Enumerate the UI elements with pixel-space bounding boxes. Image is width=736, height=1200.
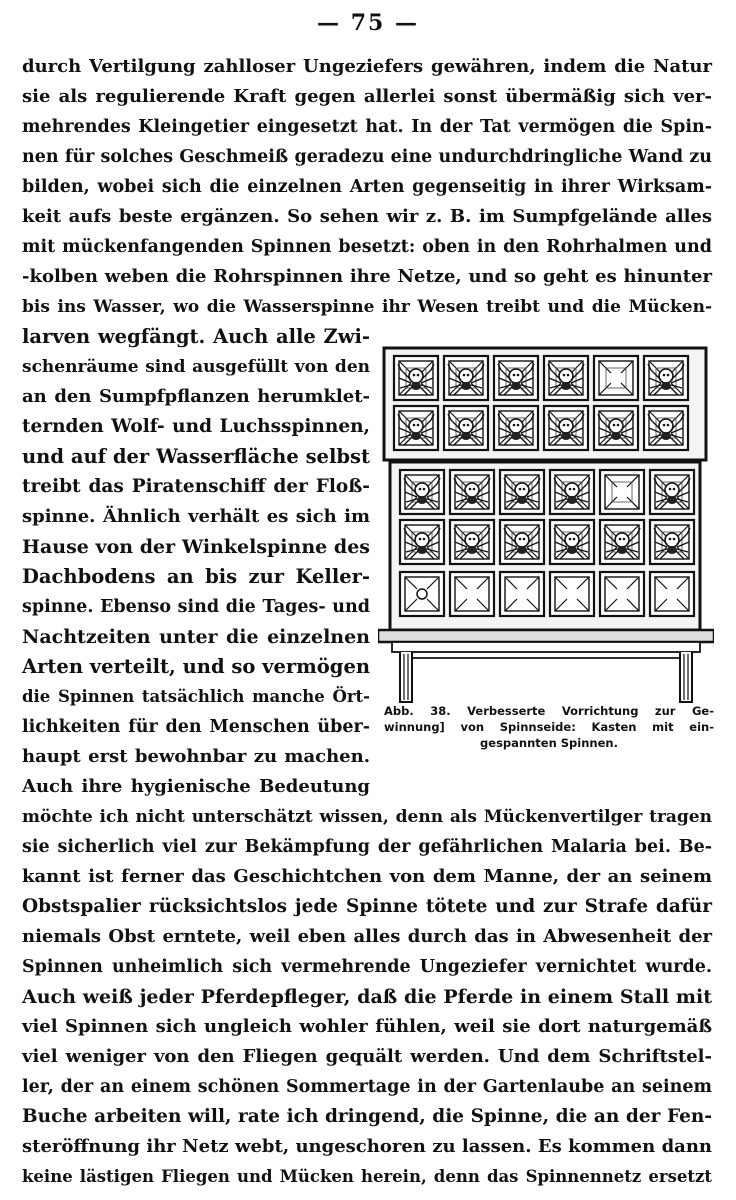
text-line: ler, der an einem schönen Sommertage in der Gartenlaube an seinem	[22, 1077, 712, 1097]
figure-caption	[384, 703, 714, 751]
text-line: an den Sumpfpflanzen herumklet-	[22, 386, 370, 407]
text-line: durch Vertilgung zahlloser Ungeziefers gewähren, indem die Natur	[22, 56, 712, 77]
text-line: spinne. Ebenso sind die Tages- und	[22, 597, 370, 617]
text-line: kannt ist ferner das Geschichtchen von dem Manne, der an seinem	[22, 866, 712, 887]
text-line: steröffnung ihr Netz webt, ungeschoren zu lassen. Es kommen dann	[22, 1136, 712, 1157]
spider-box-illustration	[378, 340, 714, 710]
text-line: sie als regulierende Kraft gegen allerlei sonst übermäßig sich ver-	[22, 86, 712, 107]
text-line: spinne. Ähnlich verhält es sich im	[22, 506, 370, 527]
text-line: mit mückenfangenden Spinnen besetzt: oben in den Rohrhalmen und	[22, 237, 712, 257]
text-line: Arten verteilt, und so vermögen	[22, 655, 371, 678]
text-line: Hause von der Winkelspinne des	[22, 536, 370, 558]
caption-line: Abb. 38. Verbesserte Vorrichtung zur Ge-	[384, 704, 714, 718]
text-line: Obstspalier rücksichtslos jede Spinne tötete und zur Strafe dafür	[22, 896, 712, 917]
text-line: Dachbodens an bis zur Keller-	[22, 565, 370, 588]
text-line: ternden Wolf- und Luchsspinnen,	[22, 416, 370, 437]
text-line: keine lästigen Fliegen und Mücken herein, denn das Spinnennetz ersetzt	[22, 1167, 712, 1186]
text-line: die Spinnen tatsächlich manche Ört-	[22, 687, 370, 706]
text-line: Spinnen unheimlich sich vermehrende Ungeziefer vernichtet wurde.	[22, 957, 712, 977]
text-line: bilden, wobei sich die einzelnen Arten gegenseitig in ihrer Wirksam-	[22, 177, 712, 197]
text-line: schenräume sind ausgefüllt von den	[22, 357, 370, 377]
text-line: und auf der Wasserfläche selbst	[22, 445, 370, 468]
text-line: lichkeiten für den Menschen über-	[22, 717, 370, 737]
caption-line: winnung] von Spinnseide: Kasten mit ein-	[384, 720, 714, 734]
text-line: möchte ich nicht unterschätzt wissen, denn als Mückenvertilger tragen	[22, 807, 712, 827]
text-line: mehrendes Kleingetier eingesetzt hat. In der Tat vermögen die Spin-	[22, 117, 712, 137]
text-line: treibt das Piratenschiff der Floß-	[22, 476, 370, 497]
text-line: niemals Obst erntete, weil eben alles durch das in Abwesenheit der	[22, 926, 712, 947]
text-line: Auch weiß jeder Pferdepfleger, daß die Pferde in einem Stall mit	[22, 986, 712, 1008]
text-line: viel Spinnen sich ungleich wohler fühlen, weil sie dort naturgemäß	[22, 1016, 712, 1037]
text-line: viel weniger von den Fliegen gequält werden. Und dem Schriftstel-	[22, 1046, 712, 1067]
text-line: -kolben weben die Rohrspinnen ihre Netze, und so geht es hinunter	[22, 266, 712, 287]
text-line: Buche arbeiten will, rate ich dringend, die Spinne, die an der Fen-	[22, 1106, 712, 1127]
text-line: haupt erst bewohnbar zu machen.	[22, 746, 370, 767]
text-line: Auch ihre hygienische Bedeutung	[22, 776, 370, 797]
caption-line: gespannten Spinnen.	[480, 736, 618, 750]
text-line: Nachtzeiten unter die einzelnen	[22, 626, 370, 648]
text-line: bis ins Wasser, wo die Wasserspinne ihr Wesen treibt und die Mücken-	[22, 297, 712, 317]
text-line: keit aufs beste ergänzen. So sehen wir z. B. im Sumpfgelände alles	[22, 206, 712, 227]
text-line: nen für solches Geschmeiß geradezu eine undurchdringliche Wand zu	[22, 147, 712, 167]
text-line: larven wegfängt. Auch alle Zwi-	[22, 325, 370, 348]
text-line: sie sicherlich viel zur Bekämpfung der gefährlichen Malaria bei. Be-	[22, 837, 712, 857]
page-number: — 75 —	[317, 10, 419, 36]
